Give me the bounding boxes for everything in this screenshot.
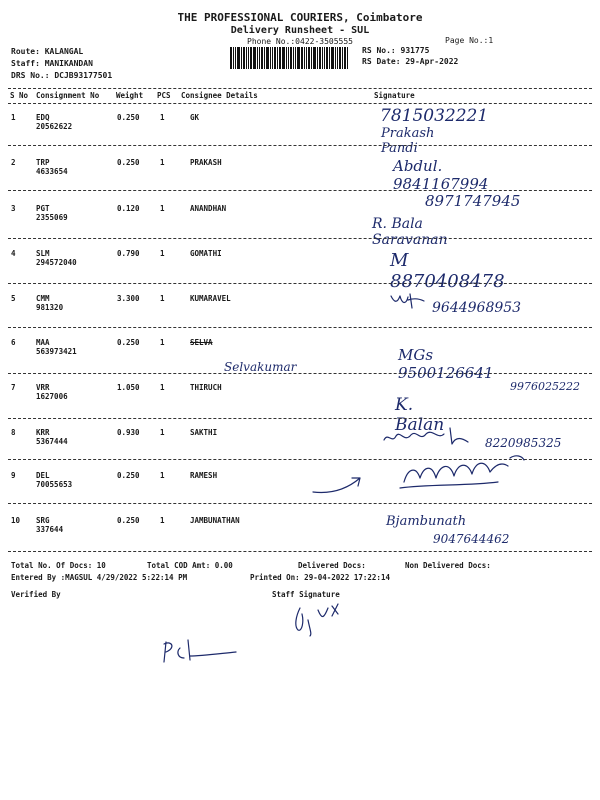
signature-phone: 9644968953 bbox=[432, 300, 522, 316]
rs-date: RS Date: 29-Apr-2022 bbox=[362, 57, 459, 66]
row-sno: 2 bbox=[11, 158, 16, 167]
row-pcs: 1 bbox=[160, 338, 165, 347]
staff-label: Staff: MANIKANDAN bbox=[11, 59, 93, 68]
col-consignment: Consignment No bbox=[36, 91, 100, 100]
divider bbox=[8, 327, 592, 328]
row-pcs: 1 bbox=[160, 113, 165, 122]
entered-by: Entered By :MAGSUL 4/29/2022 5:22:14 PM bbox=[11, 573, 188, 582]
row-sno: 9 bbox=[11, 471, 16, 480]
printed-on: Printed On: 29-04-2022 17:22:14 bbox=[250, 573, 390, 582]
divider bbox=[8, 373, 592, 374]
signature-name: Prakash Pandi bbox=[381, 126, 435, 156]
row-pcs: 1 bbox=[160, 516, 165, 525]
row-consignee: ANANDHAN bbox=[190, 204, 227, 213]
row-pcs: 1 bbox=[160, 428, 165, 437]
divider bbox=[8, 145, 592, 146]
row-consignee: GOMATHI bbox=[190, 249, 222, 258]
row-weight: 0.250 bbox=[117, 158, 140, 167]
row-weight: 0.250 bbox=[117, 338, 140, 347]
barcode-image bbox=[230, 47, 362, 69]
company-title: THE PROFESSIONAL COURIERS, Coimbatore bbox=[177, 11, 423, 24]
page-number: Page No.:1 bbox=[445, 36, 494, 45]
phone-number: Phone No.:0422-3505555 bbox=[247, 37, 353, 46]
divider bbox=[8, 551, 592, 552]
signature-phone: 7815032221 bbox=[380, 106, 489, 126]
signature-name: Bjambunath bbox=[386, 514, 467, 529]
row-consignment: SLM 294572040 bbox=[36, 249, 77, 267]
total-cod: Total COD Amt: 0.00 bbox=[147, 561, 233, 570]
row-consignee: SELVA bbox=[190, 338, 213, 347]
signature-scribble bbox=[380, 422, 475, 448]
signature-scribble bbox=[398, 448, 528, 494]
row-sno: 8 bbox=[11, 428, 16, 437]
divider bbox=[8, 283, 592, 284]
row-pcs: 1 bbox=[160, 249, 165, 258]
row-consignment: DEL 70055653 bbox=[36, 471, 73, 489]
total-docs: Total No. Of Docs: 10 bbox=[11, 561, 106, 570]
row-consignee: THIRUCH bbox=[190, 383, 222, 392]
row-pcs: 1 bbox=[160, 158, 165, 167]
row-consignment: VRR 1627006 bbox=[36, 383, 68, 401]
col-weight: Weight bbox=[116, 91, 144, 100]
divider bbox=[8, 88, 592, 89]
signature-phone: 8220985325 bbox=[485, 436, 562, 450]
consignee-handwritten-note: Selvakumar bbox=[224, 360, 297, 374]
row-consignment: EDQ 20562622 bbox=[36, 113, 73, 131]
col-signature: Signature bbox=[374, 91, 415, 100]
divider bbox=[8, 103, 592, 104]
signature-scribble bbox=[388, 288, 428, 316]
row-consignment: KRR 5367444 bbox=[36, 428, 68, 446]
signature-phone: 8971747945 bbox=[425, 192, 521, 210]
signature-name: R. Bala Saravanan bbox=[372, 216, 448, 248]
rs-number: RS No.: 931775 bbox=[362, 46, 430, 55]
row-consignee: SAKTHI bbox=[190, 428, 218, 437]
row-consignee: GK bbox=[190, 113, 200, 122]
divider bbox=[8, 190, 592, 191]
signature-phone: 9976025222 bbox=[510, 380, 580, 393]
non-delivered-docs: Non Delivered Docs: bbox=[405, 561, 491, 570]
row-sno: 5 bbox=[11, 294, 16, 303]
row-consignment: CMM 981320 bbox=[36, 294, 64, 312]
row-sno: 3 bbox=[11, 204, 16, 213]
row-pcs: 1 bbox=[160, 204, 165, 213]
row-sno: 1 bbox=[11, 113, 16, 122]
row-sno: 6 bbox=[11, 338, 16, 347]
divider bbox=[8, 418, 592, 419]
verified-by-label: Verified By bbox=[11, 590, 61, 599]
drs-number: DRS No.: DCJB93177501 bbox=[11, 71, 113, 80]
row-consignee: RAMESH bbox=[190, 471, 218, 480]
row-weight: 0.250 bbox=[117, 113, 140, 122]
row-consignee: KUMARAVEL bbox=[190, 294, 231, 303]
row-consignee: PRAKASH bbox=[190, 158, 222, 167]
row-consignment: TRP 4633654 bbox=[36, 158, 68, 176]
row-consignment: PGT 2355069 bbox=[36, 204, 68, 222]
arrow-mark-icon bbox=[310, 470, 365, 498]
row-consignment: MAA 563973421 bbox=[36, 338, 77, 356]
staff-signature-label: Staff Signature bbox=[272, 590, 340, 599]
divider bbox=[8, 238, 592, 239]
row-weight: 0.930 bbox=[117, 428, 140, 437]
divider bbox=[8, 503, 592, 504]
signature-phone: Abdul. 9841167994 bbox=[393, 157, 489, 193]
row-weight: 1.050 bbox=[117, 383, 140, 392]
row-weight: 0.120 bbox=[117, 204, 140, 213]
signature-phone: M 8870408478 bbox=[390, 250, 505, 292]
runsheet-subtitle: Delivery Runsheet - SUL bbox=[230, 25, 370, 36]
row-weight: 0.250 bbox=[117, 471, 140, 480]
col-pcs: PCS bbox=[157, 91, 171, 100]
row-weight: 0.250 bbox=[117, 516, 140, 525]
signature-phone: 9047644462 bbox=[433, 532, 510, 546]
col-consignee: Consignee Details bbox=[181, 91, 258, 100]
row-consignment: SRG 337644 bbox=[36, 516, 64, 534]
col-sno: S No bbox=[10, 91, 29, 100]
signature-name: K. Balan bbox=[395, 395, 445, 435]
row-sno: 4 bbox=[11, 249, 16, 258]
row-consignee: JAMBUNATHAN bbox=[190, 516, 240, 525]
staff-signature-scribble bbox=[288, 600, 358, 640]
row-weight: 3.300 bbox=[117, 294, 140, 303]
row-sno: 7 bbox=[11, 383, 16, 392]
verifier-signature-scribble bbox=[160, 636, 240, 666]
row-pcs: 1 bbox=[160, 471, 165, 480]
route-label: Route: KALANGAL bbox=[11, 47, 84, 56]
row-sno: 10 bbox=[11, 516, 21, 525]
row-weight: 0.790 bbox=[117, 249, 140, 258]
row-pcs: 1 bbox=[160, 294, 165, 303]
row-pcs: 1 bbox=[160, 383, 165, 392]
delivered-docs: Delivered Docs: bbox=[298, 561, 366, 570]
signature-phone: MGs 9500126641 bbox=[398, 346, 494, 382]
